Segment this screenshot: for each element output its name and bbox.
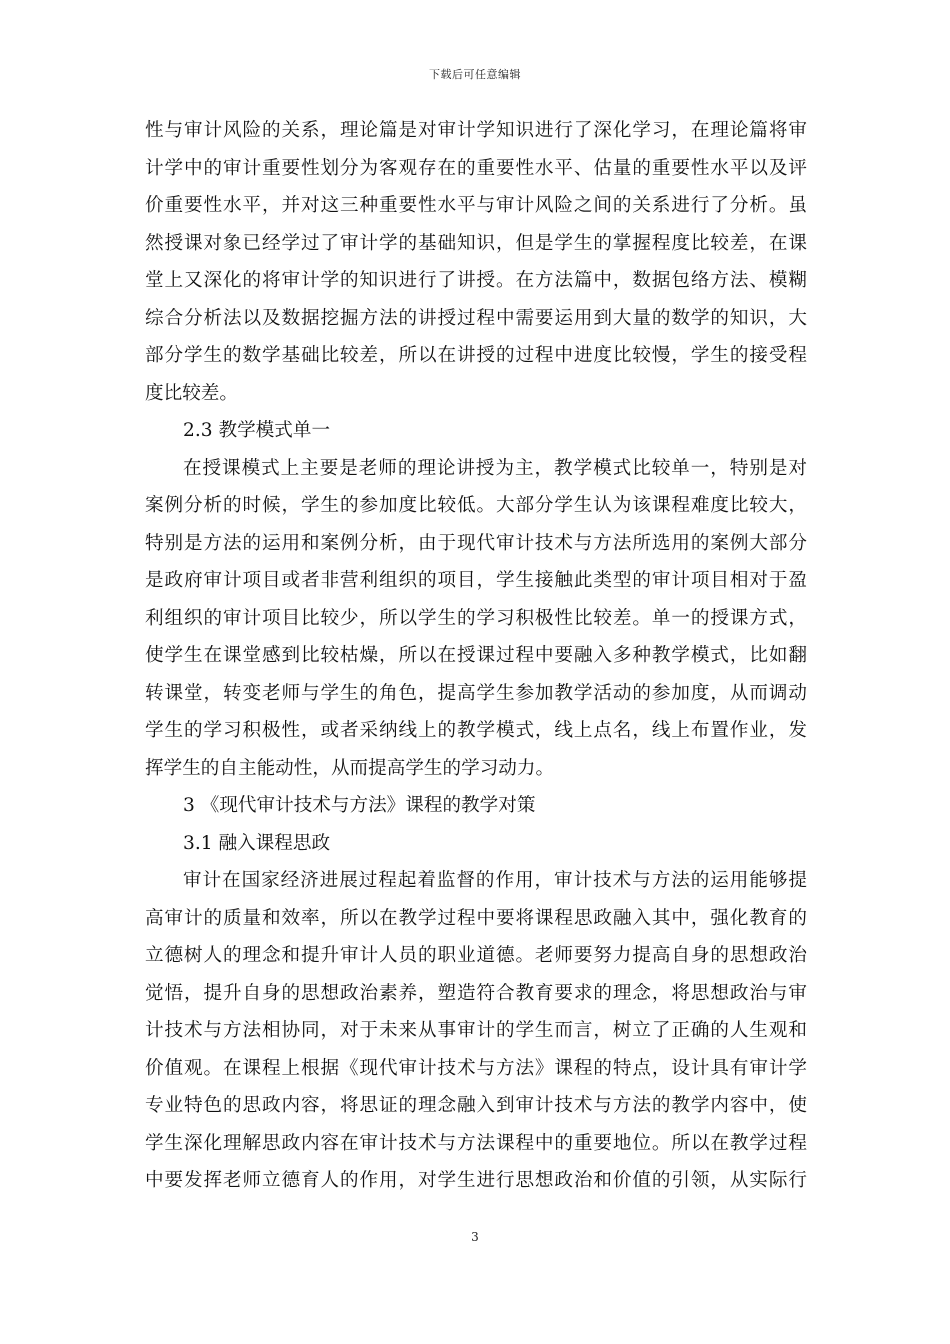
text-line: 部分学生的数学基础比较差，所以在讲授的过程中进度比较慢，学生的接受程 bbox=[145, 345, 807, 366]
text-line: 计技术与方法相协同，对于未来从事审计的学生而言，树立了正确的人生观和 bbox=[145, 1020, 807, 1041]
body-text bbox=[145, 112, 807, 1200]
text-line: 立德树人的理念和提升审计人员的职业道德。老师要努力提高自身的思想政治 bbox=[145, 945, 807, 966]
text-line: 学生深化理解思政内容在审计技术与方法课程中的重要地位。所以在教学过程 bbox=[145, 1132, 807, 1154]
text-line: 专业特色的思政内容，将思证的理念融入到审计技术与方法的教学内容中，使 bbox=[145, 1095, 807, 1116]
text-line: 案例分析的时候，学生的参加度比较低。大部分学生认为该课程难度比较大， bbox=[145, 495, 807, 516]
text-line: 计学中的审计重要性划分为客观存在的重要性水平、估量的重要性水平以及评 bbox=[145, 157, 807, 179]
text-line: 学生的学习积极性，或者采纳线上的教学模式，线上点名，线上布置作业，发 bbox=[145, 720, 807, 741]
text-line: 综合分析法以及数据挖掘方法的讲授过程中需要运用到大量的数学的知识，大 bbox=[145, 307, 807, 329]
text-line: 是政府审计项目或者非营利组织的项目，学生接触此类型的审计项目相对于盈 bbox=[145, 570, 807, 591]
section-heading: 2.3 教学模式单一 bbox=[183, 420, 331, 441]
text-line: 价值观。在课程上根据《现代审计技术与方法》课程的特点，设计具有审计学 bbox=[145, 1057, 807, 1079]
paragraph-first-line: 审计在国家经济进展过程起着监督的作用，审计技术与方法的运用能够提 bbox=[183, 870, 807, 891]
text-line: 觉悟，提升自身的思想政治素养，塑造符合教育要求的理念，将思想政治与审 bbox=[145, 982, 807, 1004]
page-number: 3 bbox=[471, 1230, 479, 1244]
text-line: 度比较差。 bbox=[145, 382, 238, 404]
subsection-heading: 3.1 融入课程思政 bbox=[183, 832, 331, 854]
text-line: 中要发挥老师立德育人的作用，对学生进行思想政治和价值的引领，从实际行 bbox=[145, 1170, 807, 1191]
text-line: 特别是方法的运用和案例分析，由于现代审计技术与方法所选用的案例大部分 bbox=[145, 532, 807, 554]
section-heading: 3 《现代审计技术与方法》课程的教学对策 bbox=[183, 795, 536, 816]
text-line: 堂上又深化的将审计学的知识进行了讲授。在方法篇中，数据包络方法、模糊 bbox=[145, 270, 807, 291]
text-line: 使学生在课堂感到比较枯燥，所以在授课过程中要融入多种教学模式，比如翻 bbox=[145, 645, 807, 666]
text-line: 高审计的质量和效率，所以在教学过程中要将课程思政融入其中，强化教育的 bbox=[145, 907, 807, 929]
text-line: 然授课对象已经学过了审计学的基础知识，但是学生的掌握程度比较差，在课 bbox=[145, 232, 807, 254]
text-line: 转课堂，转变老师与学生的角色，提高学生参加教学活动的参加度，从而调动 bbox=[145, 682, 807, 704]
text-line: 利组织的审计项目比较少，所以学生的学习积极性比较差。单一的授课方式， bbox=[145, 607, 807, 629]
paragraph-first-line: 在授课模式上主要是老师的理论讲授为主，教学模式比较单一，特别是对 bbox=[183, 457, 807, 479]
text-line: 挥学生的自主能动性，从而提高学生的学习动力。 bbox=[145, 757, 555, 779]
page-header: 下载后可任意编辑 bbox=[429, 68, 521, 81]
text-line: 价重要性水平，并对这三种重要性水平与审计风险之间的关系进行了分析。虽 bbox=[145, 195, 807, 216]
text-line: 性与审计风险的关系，理论篇是对审计学知识进行了深化学习，在理论篇将审 bbox=[145, 120, 807, 141]
